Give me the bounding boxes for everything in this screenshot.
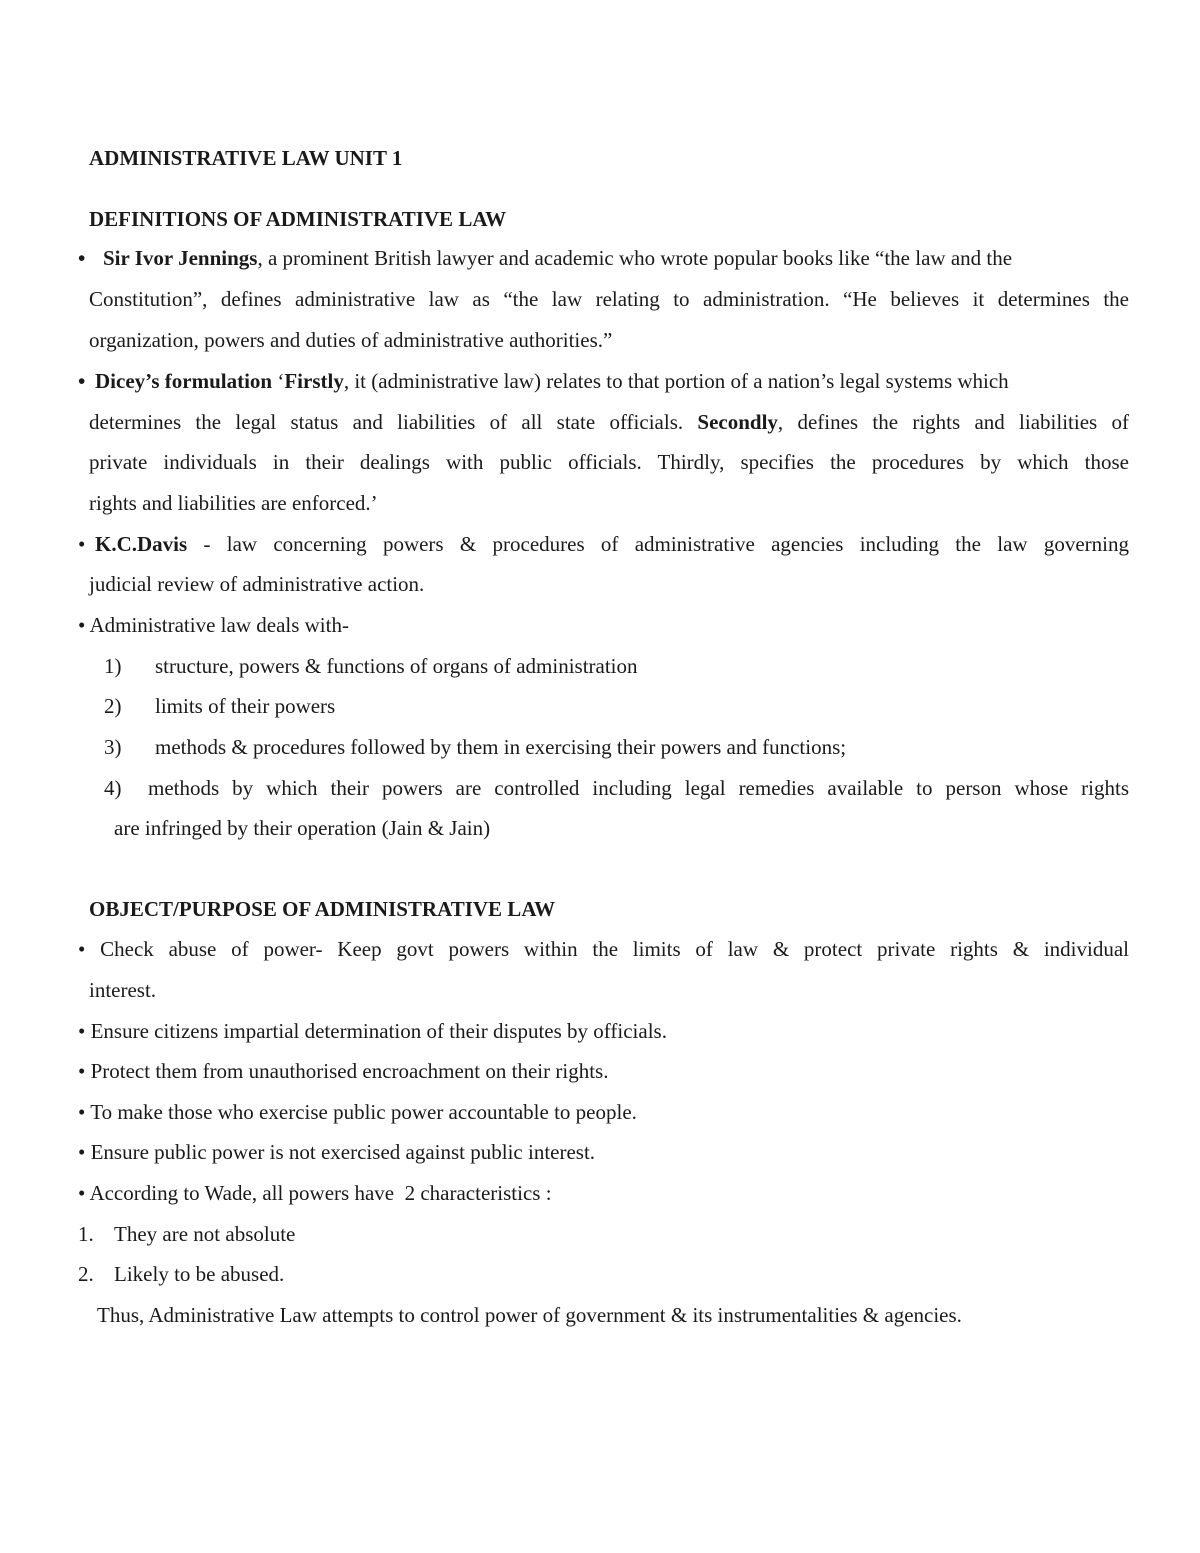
dicey-secondly: Secondly	[697, 410, 778, 434]
characteristic-2-text: Likely to be abused.	[114, 1262, 285, 1286]
object-bullet-1-line-1: • Check abuse of power- Keep govt powers within the limits of law & protect private rights & individual	[78, 937, 1129, 961]
characteristic-1-num: 1.	[78, 1222, 94, 1246]
jennings-line-3: organization, powers and duties of administrative authorities.”	[89, 328, 613, 352]
dicey-name: Dicey’s formulation	[95, 369, 273, 393]
document-title: ADMINISTRATIVE LAW UNIT 1	[89, 146, 403, 170]
jennings-line-2: Constitution”, defines administrative law as “the law relating to administration. “He believes it determines the	[89, 287, 1129, 311]
deals-item-2-text: limits of their powers	[155, 694, 336, 718]
dicey-line-1	[95, 369, 1129, 393]
deals-item-4-text: methods by which their powers are controlled including legal remedies available to person whose rights	[148, 776, 1129, 800]
bullet-jennings: •	[78, 246, 86, 270]
object-heading: OBJECT/PURPOSE OF ADMINISTRATIVE LAW	[89, 897, 556, 921]
object-conclusion: Thus, Administrative Law attempts to control power of government & its instrumentalities & agencies.	[97, 1303, 962, 1327]
davis-line-2: judicial review of administrative action.	[89, 572, 425, 596]
davis-line-1-text: - law concerning powers & procedures of administrative agencies including the law governing	[187, 532, 1129, 556]
bullet-davis: •	[78, 532, 86, 556]
definitions-heading: DEFINITIONS OF ADMINISTRATIVE LAW	[89, 207, 507, 231]
jennings-line-1	[103, 246, 1129, 270]
dicey-line-1-text: , it (administrative law) relates to that portion of a nation’s legal systems which	[343, 369, 1009, 393]
deals-item-4-num: 4)	[104, 776, 122, 800]
characteristic-2-num: 2.	[78, 1262, 94, 1286]
deals-item-4-cont: are infringed by their operation (Jain & Jain)	[114, 816, 491, 840]
object-bullet-1-line-2: interest.	[89, 978, 157, 1002]
bullet-dicey: •	[78, 369, 86, 393]
dicey-line-2-post: , defines the rights and liabilities of	[777, 410, 1129, 434]
dicey-line-4: rights and liabilities are enforced.’	[89, 491, 378, 515]
object-bullet-4: • To make those who exercise public power accountable to people.	[78, 1100, 637, 1124]
davis-name: K.C.Davis	[95, 532, 188, 556]
characteristic-1-text: They are not absolute	[114, 1222, 296, 1246]
dicey-line-2-pre: determines the legal status and liabilities of all state officials.	[89, 410, 698, 434]
object-bullet-6: • According to Wade, all powers have 2 characteristics :	[78, 1181, 552, 1205]
jennings-line-1-text: , a prominent British lawyer and academic who wrote popular books like “the law and the	[257, 246, 1013, 270]
jennings-name: Sir Ivor Jennings	[103, 246, 258, 270]
deals-item-3-text: methods & procedures followed by them in exercising their powers and functions;	[155, 735, 847, 759]
davis-line-1	[95, 532, 1129, 556]
deals-item-1-num: 1)	[104, 654, 122, 678]
deals-item-2-num: 2)	[104, 694, 122, 718]
object-bullet-3: • Protect them from unauthorised encroachment on their rights.	[78, 1059, 609, 1083]
deals-item-3-num: 3)	[104, 735, 122, 759]
deals-item-1-text: structure, powers & functions of organs of administration	[155, 654, 638, 678]
dicey-line-3: private individuals in their dealings with public officials. Thirdly, specifies the procedures by which those	[89, 450, 1129, 474]
dicey-firstly: Firstly	[284, 369, 344, 393]
dicey-line-2	[89, 410, 1129, 434]
object-bullet-2: • Ensure citizens impartial determination of their disputes by officials.	[78, 1019, 667, 1043]
object-bullet-5: • Ensure public power is not exercised against public interest.	[78, 1140, 596, 1164]
deals-with-intro: • Administrative law deals with-	[78, 613, 349, 637]
dicey-quote-open: ‘	[272, 369, 285, 393]
